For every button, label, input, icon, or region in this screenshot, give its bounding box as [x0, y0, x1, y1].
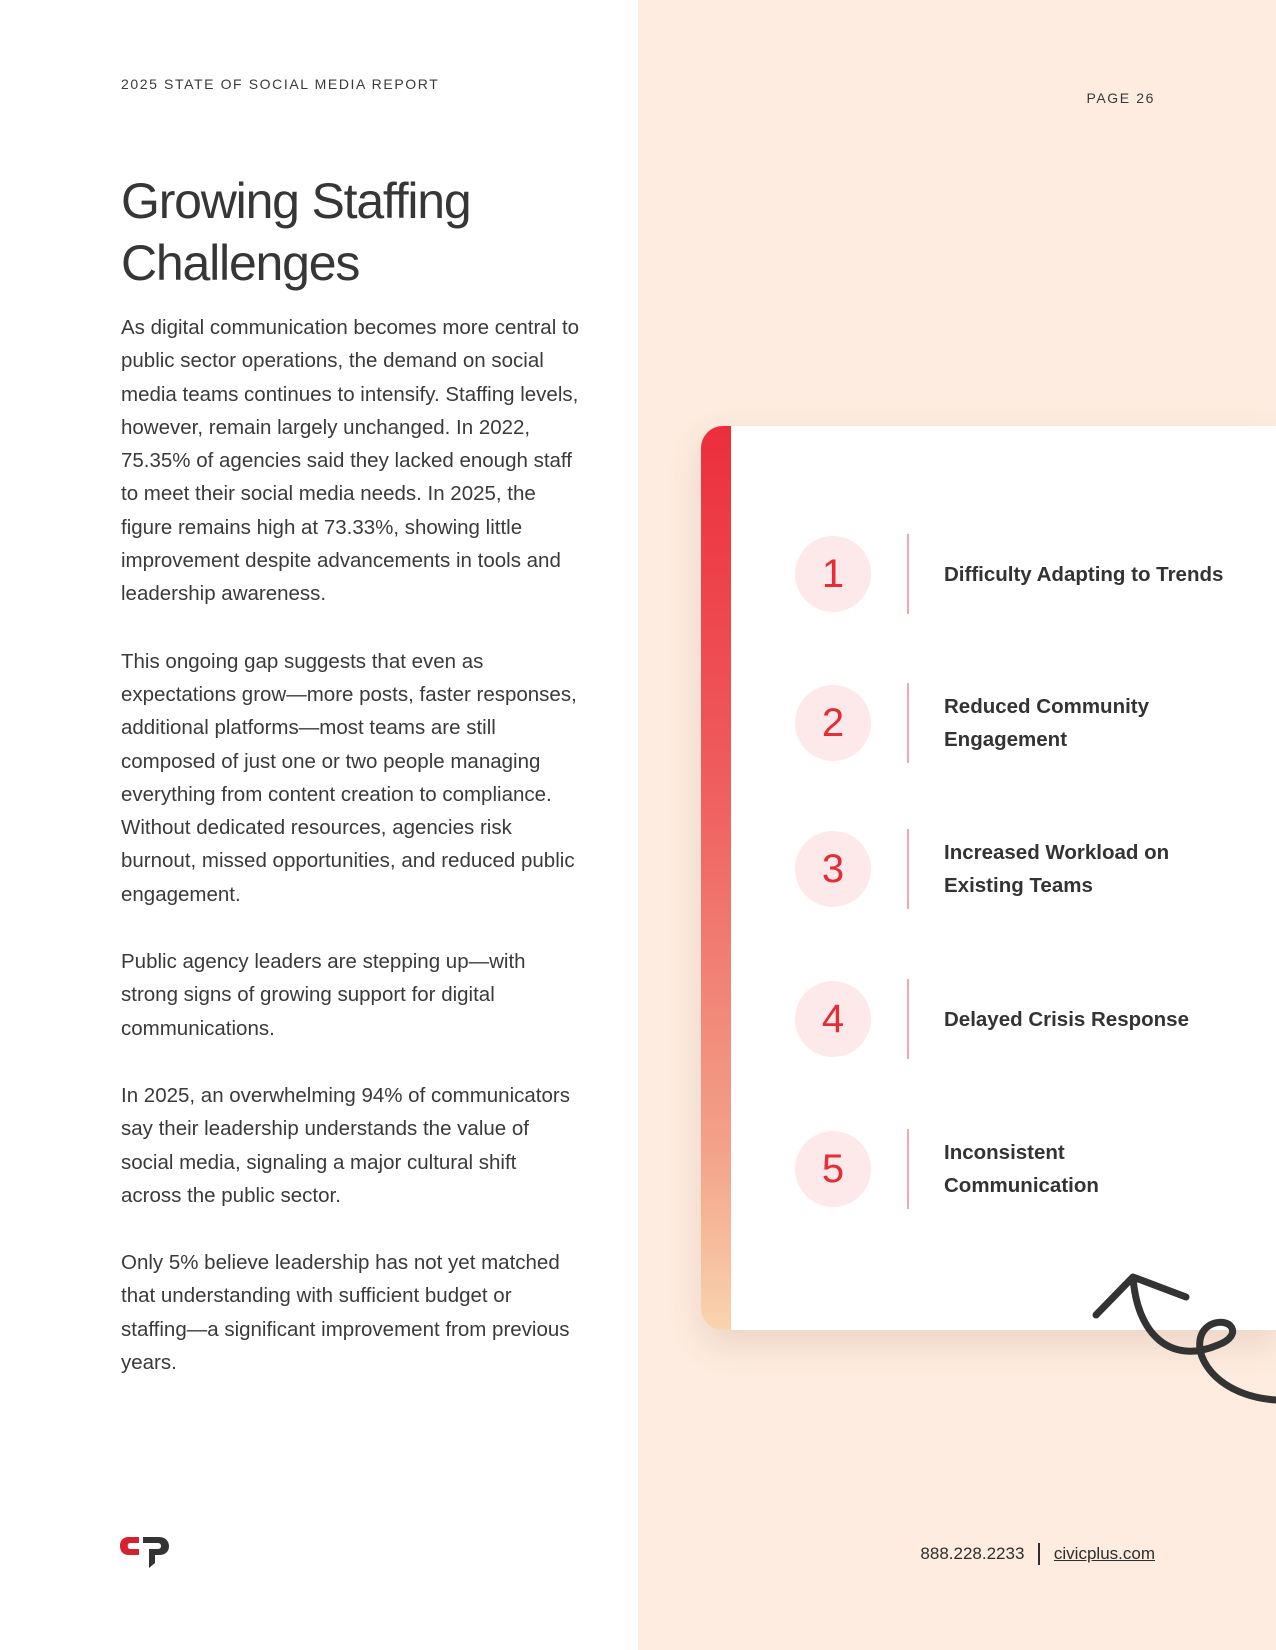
impact-divider [907, 829, 909, 909]
contact-info [920, 1543, 1155, 1565]
paragraph: This ongoing gap suggests that even as expectations grow—more posts, faster responses, additional platforms—most teams are still composed of just one or two people managing everything from content creation to compliance. Without dedicated resources, agencies risk burnout, missed opportunities, and reduced public engagement. [121, 649, 577, 906]
website-link[interactable]: civicplus.com [1053, 1544, 1155, 1563]
impact-divider [907, 979, 909, 1059]
impact-item [731, 683, 1276, 763]
contact-separator [1038, 1543, 1040, 1565]
impact-item [731, 534, 1276, 614]
impact-label: Increased Workload on Existing Teams [944, 841, 1170, 897]
impact-label: Delayed Crisis Response [944, 1007, 1189, 1031]
paragraph: Only 5% believe leadership has not yet matched that understanding with sufficient budget or staffing—a significant improvement from previous years. [121, 1251, 570, 1375]
paragraph: As digital communication becomes more central to public sector operations, the demand on social media teams continues to intensify. Staffing levels, however, remain largely unchanged. In 2022, 75.35% of agencies said they lacked enough staff to meet their social media needs. In 2025, the figure remains high at 73.33%, showing little improvement despite advancements in tools and leadership awareness. [121, 316, 580, 606]
paragraph: Public agency leaders are stepping up—with strong signs of growing support for digital communications. [121, 950, 526, 1040]
impact-number: 2 [795, 685, 871, 761]
report-title: 2025 STATE OF SOCIAL MEDIA REPORT [121, 76, 440, 92]
impact-number: 5 [795, 1131, 871, 1207]
impact-divider [907, 683, 909, 763]
impact-label: Reduced Community Engagement [944, 695, 1150, 751]
impacts-card [701, 426, 1276, 1330]
paragraph: In 2025, an overwhelming 94% of communicators say their leadership understands the value of social media, signaling a major cultural shift across the public sector. [121, 1083, 570, 1207]
impact-item [731, 829, 1276, 909]
civicplus-logo-icon [119, 1535, 171, 1569]
curly-arrow-icon [1085, 1265, 1276, 1425]
impact-label: Difficulty Adapting to Trends [944, 562, 1224, 586]
impact-number: 4 [795, 981, 871, 1057]
page-title: Growing Staffing Challenges [121, 173, 471, 291]
impacts-card-body [731, 426, 1276, 1330]
impact-item [731, 979, 1276, 1059]
impact-item [731, 1129, 1276, 1209]
phone-number: 888.228.2233 [920, 1544, 1025, 1563]
impact-divider [907, 534, 909, 614]
body-text [121, 311, 581, 1413]
impact-divider [907, 1129, 909, 1209]
impact-number: 3 [795, 831, 871, 907]
impact-label: Inconsistent Communication [944, 1141, 1099, 1197]
page-number: PAGE 26 [1086, 90, 1155, 106]
impact-number: 1 [795, 536, 871, 612]
